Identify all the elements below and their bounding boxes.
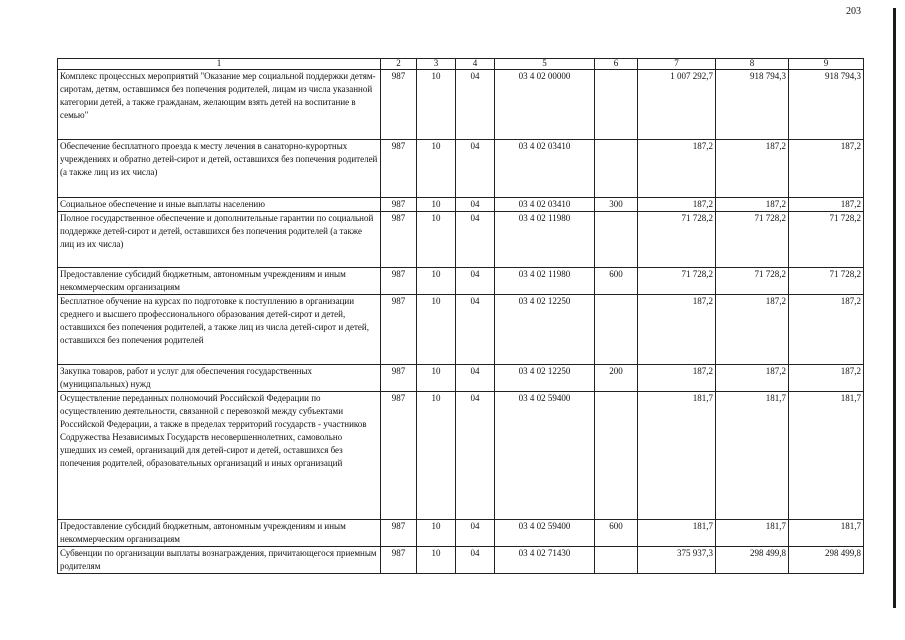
cell-col3: 10 [417,365,456,392]
row-name: Бесплатное обучение на курсах по подготовке к поступлению в организации среднего и высшего профессионального образования детей-сирот и детей, оставшихся без попечения родителей, а также лиц из числа детей-сирот и детей, оставшихся без попечения родителей [58,295,381,365]
cell-col5: 03 4 02 12250 [495,365,595,392]
cell-col5: 03 4 02 59400 [495,520,595,547]
column-header-9: 9 [789,59,864,70]
cell-col7: 187,2 [638,198,716,212]
cell-col4: 04 [456,520,495,547]
column-header-3: 3 [417,59,456,70]
table-row [58,547,864,574]
row-name: Закупка товаров, работ и услуг для обеспечения государственных (муниципальных) нужд [58,365,381,392]
cell-col4: 04 [456,547,495,574]
cell-col6 [595,295,638,365]
row-name: Предоставление субсидий бюджетным, автономным учреждениям и иным некоммерческим организациям [58,268,381,295]
cell-col8: 918 794,3 [716,70,789,140]
cell-col2: 987 [381,198,417,212]
cell-col6 [595,392,638,520]
row-name: Субвенции по организации выплаты вознаграждения, причитающегося приемным родителям [58,547,381,574]
table-row [58,392,864,520]
scan-edge-bar [893,8,896,608]
cell-col2: 987 [381,212,417,268]
cell-col8: 71 728,2 [716,268,789,295]
row-name: Предоставление субсидий бюджетным, автономным учреждениям и иным некоммерческим организациям [58,520,381,547]
cell-col6: 600 [595,520,638,547]
cell-col5: 03 4 02 11980 [495,268,595,295]
cell-col9: 187,2 [789,365,864,392]
cell-col5: 03 4 02 03410 [495,198,595,212]
cell-col8: 187,2 [716,140,789,198]
cell-col6: 600 [595,268,638,295]
budget-table [57,58,864,574]
cell-col5: 03 4 02 11980 [495,212,595,268]
cell-col2: 987 [381,365,417,392]
cell-col6 [595,140,638,198]
cell-col3: 10 [417,70,456,140]
cell-col9: 187,2 [789,140,864,198]
cell-col4: 04 [456,212,495,268]
cell-col4: 04 [456,140,495,198]
cell-col3: 10 [417,268,456,295]
cell-col9: 71 728,2 [789,212,864,268]
cell-col4: 04 [456,268,495,295]
cell-col9: 298 499,8 [789,547,864,574]
cell-col8: 298 499,8 [716,547,789,574]
cell-col5: 03 4 02 00000 [495,70,595,140]
column-header-4: 4 [456,59,495,70]
cell-col9: 918 794,3 [789,70,864,140]
cell-col3: 10 [417,520,456,547]
cell-col4: 04 [456,365,495,392]
cell-col7: 187,2 [638,140,716,198]
cell-col8: 181,7 [716,392,789,520]
column-header-6: 6 [595,59,638,70]
row-name: Социальное обеспечение и иные выплаты населению [58,198,381,212]
cell-col2: 987 [381,295,417,365]
cell-col5: 03 4 02 59400 [495,392,595,520]
cell-col7: 187,2 [638,365,716,392]
cell-col7: 1 007 292,7 [638,70,716,140]
cell-col5: 03 4 02 71430 [495,547,595,574]
cell-col6: 200 [595,365,638,392]
cell-col7: 181,7 [638,392,716,520]
cell-col7: 71 728,2 [638,268,716,295]
cell-col8: 187,2 [716,198,789,212]
cell-col3: 10 [417,392,456,520]
cell-col3: 10 [417,547,456,574]
column-header-5: 5 [495,59,595,70]
cell-col6 [595,212,638,268]
column-header-8: 8 [716,59,789,70]
table-row [58,520,864,547]
cell-col9: 181,7 [789,392,864,520]
table-row [58,295,864,365]
cell-col3: 10 [417,140,456,198]
cell-col9: 187,2 [789,295,864,365]
cell-col7: 375 937,3 [638,547,716,574]
column-header-1: 1 [58,59,381,70]
page-number: 203 [846,6,861,17]
cell-col4: 04 [456,70,495,140]
table-row [58,365,864,392]
table-row [58,70,864,140]
cell-col5: 03 4 02 12250 [495,295,595,365]
cell-col2: 987 [381,268,417,295]
table-row [58,198,864,212]
cell-col4: 04 [456,295,495,365]
column-header-2: 2 [381,59,417,70]
table-row [58,212,864,268]
cell-col9: 71 728,2 [789,268,864,295]
cell-col3: 10 [417,198,456,212]
column-header-row [58,59,864,70]
row-name: Полное государственное обеспечение и дополнительные гарантии по социальной поддержке детей-сирот и детей, оставшихся без попечения родителей (а также лиц из их числа) [58,212,381,268]
cell-col8: 181,7 [716,520,789,547]
cell-col6 [595,70,638,140]
cell-col2: 987 [381,140,417,198]
row-name: Осуществление переданных полномочий Российской Федерации по осуществлению деятельности, связанной с перевозкой между субъектами Российской Федерации, а также в пределах территорий государств - участников Содружества Независимых Государств несовершеннолетних, самовольно ушедших из семей, организаций для детей-сирот и детей, оставшихся без попечения родителей, образовательных организаций и иных организаций [58,392,381,520]
cell-col6: 300 [595,198,638,212]
cell-col9: 181,7 [789,520,864,547]
cell-col2: 987 [381,392,417,520]
cell-col4: 04 [456,198,495,212]
cell-col2: 987 [381,547,417,574]
cell-col2: 987 [381,70,417,140]
cell-col8: 187,2 [716,295,789,365]
cell-col8: 71 728,2 [716,212,789,268]
cell-col7: 71 728,2 [638,212,716,268]
table-row [58,268,864,295]
cell-col5: 03 4 02 03410 [495,140,595,198]
cell-col9: 187,2 [789,198,864,212]
cell-col6 [595,547,638,574]
cell-col3: 10 [417,212,456,268]
cell-col8: 187,2 [716,365,789,392]
row-name: Обеспечение бесплатного проезда к месту лечения в санаторно-курортных учреждениях и обратно детей-сирот и детей, оставшихся без попечения родителей (а также лиц из их числа) [58,140,381,198]
cell-col2: 987 [381,520,417,547]
row-name: Комплекс процессных мероприятий "Оказание мер социальной поддержки детям-сиротам, детям, оставшимся без попечения родителей, лицам из числа указанной категории детей, а также гражданам, желающим взять детей на воспитание в семью" [58,70,381,140]
cell-col3: 10 [417,295,456,365]
cell-col7: 181,7 [638,520,716,547]
table-row [58,140,864,198]
cell-col4: 04 [456,392,495,520]
column-header-7: 7 [638,59,716,70]
cell-col7: 187,2 [638,295,716,365]
